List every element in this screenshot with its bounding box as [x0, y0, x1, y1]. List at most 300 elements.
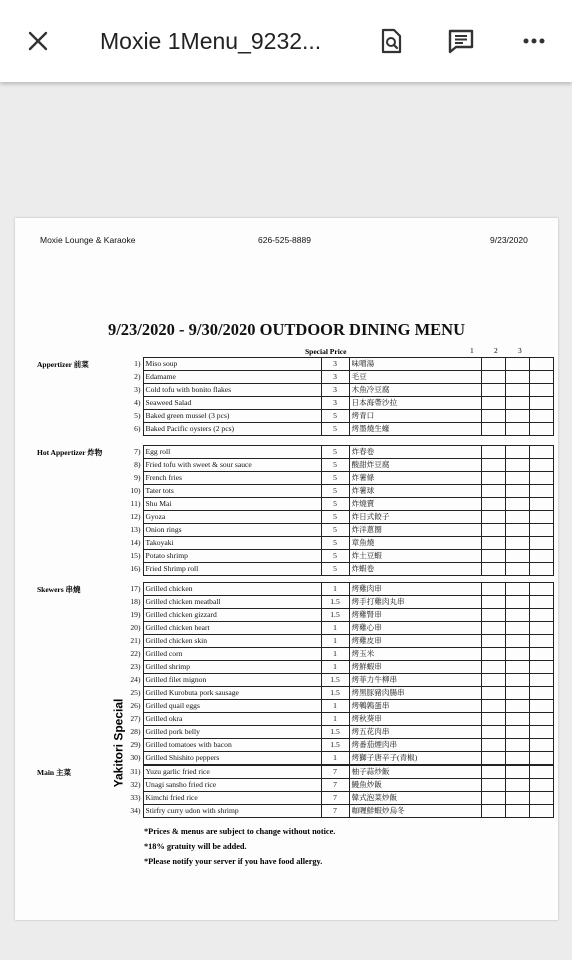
- quantity-cell[interactable]: [505, 596, 529, 609]
- item-chinese-name: 木魚冷豆腐: [349, 384, 481, 397]
- menu-row: [125, 713, 553, 726]
- quantity-cell[interactable]: [529, 472, 553, 485]
- menu-table: [125, 765, 554, 818]
- comment-icon: [447, 28, 475, 54]
- item-name: Unagi sansho fried rice: [143, 779, 321, 792]
- quantity-cell[interactable]: [481, 524, 505, 537]
- quantity-cell[interactable]: [505, 397, 529, 410]
- menu-row: [125, 622, 553, 635]
- item-name: French fries: [143, 472, 321, 485]
- item-price: 7: [321, 792, 349, 805]
- quantity-cell[interactable]: [529, 358, 553, 371]
- quantity-cell[interactable]: [481, 371, 505, 384]
- menu-row: [125, 524, 553, 537]
- item-chinese-name: 烤獅子唐辛子(青椒): [349, 752, 481, 765]
- item-name: Potato shrimp: [143, 550, 321, 563]
- item-chinese-name: 烤雞心串: [349, 622, 481, 635]
- menu-table: [125, 445, 554, 576]
- item-number: 16): [130, 564, 141, 573]
- item-name: Grilled chicken gizzard: [143, 609, 321, 622]
- item-price: 3: [321, 384, 349, 397]
- document-title: Moxie 1Menu_9232...: [100, 28, 322, 54]
- document-page[interactable]: [15, 218, 558, 920]
- menu-row: [125, 459, 553, 472]
- quantity-cell[interactable]: [529, 792, 553, 805]
- menu-row: [125, 700, 553, 713]
- item-price: 1: [321, 583, 349, 596]
- item-name: Onion rings: [143, 524, 321, 537]
- item-name: Stirfry curry udon with shrimp: [143, 805, 321, 818]
- column-2-label: 2: [494, 346, 498, 355]
- item-price: 1: [321, 661, 349, 674]
- quantity-cell[interactable]: [481, 583, 505, 596]
- item-price: 1.5: [321, 596, 349, 609]
- quantity-cell[interactable]: [481, 485, 505, 498]
- more-options-button[interactable]: [514, 21, 554, 61]
- item-chinese-name: 烤青口: [349, 410, 481, 423]
- item-price: 1: [321, 635, 349, 648]
- item-price: 5: [321, 537, 349, 550]
- quantity-cell[interactable]: [529, 687, 553, 700]
- quantity-cell[interactable]: [529, 805, 553, 818]
- item-chinese-name: 酸甜炸豆腐: [349, 459, 481, 472]
- quantity-cell[interactable]: [505, 472, 529, 485]
- item-chinese-name: 韓式泡菜炒飯: [349, 792, 481, 805]
- quantity-cell[interactable]: [481, 423, 505, 436]
- menu-row: [125, 423, 553, 436]
- quantity-cell[interactable]: [505, 779, 529, 792]
- quantity-cell[interactable]: [481, 648, 505, 661]
- item-name: Miso soup: [143, 358, 321, 371]
- header-restaurant-name: Moxie Lounge & Karaoke: [40, 235, 136, 245]
- quantity-cell[interactable]: [529, 423, 553, 436]
- quantity-cell[interactable]: [529, 397, 553, 410]
- quantity-cell[interactable]: [505, 766, 529, 779]
- item-number: 18): [130, 597, 141, 606]
- item-name: Grilled chicken meatball: [143, 596, 321, 609]
- quantity-cell[interactable]: [505, 524, 529, 537]
- item-name: Yuzu garlic fried rice: [143, 766, 321, 779]
- quantity-cell[interactable]: [481, 752, 505, 765]
- item-number: 11): [130, 499, 141, 508]
- quantity-cell[interactable]: [481, 726, 505, 739]
- note-allergy: *Please notify your server if you have food allergy.: [144, 857, 323, 866]
- item-number: 3): [134, 385, 141, 394]
- item-price: 5: [321, 550, 349, 563]
- quantity-cell[interactable]: [481, 674, 505, 687]
- item-chinese-name: 烤秋葵串: [349, 713, 481, 726]
- item-name: Cold tofu with bonito flakes: [143, 384, 321, 397]
- menu-row: [125, 410, 553, 423]
- quantity-cell[interactable]: [529, 485, 553, 498]
- item-price: 1.5: [321, 739, 349, 752]
- item-price: 1.5: [321, 726, 349, 739]
- item-price: 5: [321, 485, 349, 498]
- quantity-cell[interactable]: [529, 596, 553, 609]
- item-price: 1: [321, 752, 349, 765]
- item-chinese-name: 章魚燒: [349, 537, 481, 550]
- quantity-cell[interactable]: [529, 537, 553, 550]
- item-chinese-name: 炸春卷: [349, 446, 481, 459]
- menu-row: [125, 766, 553, 779]
- quantity-cell[interactable]: [481, 766, 505, 779]
- item-chinese-name: 毛豆: [349, 371, 481, 384]
- menu-row: [125, 446, 553, 459]
- menu-row: [125, 648, 553, 661]
- item-number: 22): [130, 649, 141, 658]
- quantity-cell[interactable]: [481, 713, 505, 726]
- quantity-cell[interactable]: [529, 622, 553, 635]
- menu-row: [125, 792, 553, 805]
- quantity-cell[interactable]: [481, 596, 505, 609]
- quantity-cell[interactable]: [505, 700, 529, 713]
- item-number: 24): [130, 675, 141, 684]
- section-label: Skewers 串燒: [37, 585, 81, 594]
- find-in-document-icon: [379, 28, 403, 54]
- menu-row: [125, 739, 553, 752]
- item-name: Fried Shrimp roll: [143, 563, 321, 576]
- quantity-cell[interactable]: [481, 635, 505, 648]
- section-label: Hot Appertizer 炸物: [37, 448, 103, 457]
- item-price: 5: [321, 410, 349, 423]
- item-number: 34): [130, 806, 141, 815]
- menu-row: [125, 674, 553, 687]
- item-price: 7: [321, 766, 349, 779]
- quantity-cell[interactable]: [529, 459, 553, 472]
- quantity-cell[interactable]: [481, 687, 505, 700]
- close-button[interactable]: [18, 21, 58, 61]
- item-name: Grilled okra: [143, 713, 321, 726]
- quantity-cell[interactable]: [481, 397, 505, 410]
- quantity-cell[interactable]: [529, 511, 553, 524]
- item-number: 31): [130, 767, 141, 776]
- item-name: Shu Mai: [143, 498, 321, 511]
- menu-row: [125, 485, 553, 498]
- quantity-cell[interactable]: [481, 384, 505, 397]
- item-number: 6): [134, 424, 141, 433]
- item-name: Grilled Shishito peppers: [143, 752, 321, 765]
- quantity-cell[interactable]: [529, 410, 553, 423]
- item-price: 3: [321, 371, 349, 384]
- note-price-change: *Prices & menus are subject to change without notice.: [144, 827, 336, 836]
- quantity-cell[interactable]: [505, 635, 529, 648]
- quantity-cell[interactable]: [481, 779, 505, 792]
- menu-table: [125, 582, 554, 765]
- quantity-cell[interactable]: [529, 726, 553, 739]
- quantity-cell[interactable]: [505, 739, 529, 752]
- item-price: 5: [321, 459, 349, 472]
- header-phone: 626-525-8889: [258, 235, 311, 245]
- item-chinese-name: 烤墨燒生蠔: [349, 423, 481, 436]
- item-number: 9): [134, 473, 141, 482]
- quantity-cell[interactable]: [505, 583, 529, 596]
- column-1-label: 1: [470, 346, 474, 355]
- item-number: 17): [130, 584, 141, 593]
- quantity-cell[interactable]: [529, 583, 553, 596]
- quantity-cell[interactable]: [505, 805, 529, 818]
- menu-row: [125, 805, 553, 818]
- menu-title: 9/23/2020 - 9/30/2020 OUTDOOR DINING MENU: [107, 320, 466, 339]
- item-name: Baked Pacific oysters (2 pcs): [143, 423, 321, 436]
- item-name: Fried tofu with sweet & sour sauce: [143, 459, 321, 472]
- quantity-cell[interactable]: [529, 635, 553, 648]
- quantity-cell[interactable]: [481, 472, 505, 485]
- quantity-cell[interactable]: [529, 524, 553, 537]
- menu-row: [125, 583, 553, 596]
- column-3-label: 3: [518, 346, 522, 355]
- quantity-cell[interactable]: [505, 550, 529, 563]
- menu-row: [125, 511, 553, 524]
- quantity-cell[interactable]: [481, 792, 505, 805]
- item-chinese-name: 鰻魚炒飯: [349, 779, 481, 792]
- quantity-cell[interactable]: [505, 674, 529, 687]
- quantity-cell[interactable]: [481, 661, 505, 674]
- menu-row: [125, 687, 553, 700]
- item-number: 7): [134, 447, 141, 456]
- menu-table: [125, 357, 554, 436]
- item-name: Baked green mussel (3 pcs): [143, 410, 321, 423]
- find-in-document-button[interactable]: [371, 21, 411, 61]
- item-name: Grilled chicken: [143, 583, 321, 596]
- menu-row: [125, 358, 553, 371]
- quantity-cell[interactable]: [481, 700, 505, 713]
- quantity-cell[interactable]: [505, 563, 529, 576]
- item-number: 32): [130, 780, 141, 789]
- item-price: 5: [321, 423, 349, 436]
- quantity-cell[interactable]: [505, 661, 529, 674]
- item-name: Grilled chicken heart: [143, 622, 321, 635]
- item-number: 30): [130, 753, 141, 762]
- item-price: 1: [321, 622, 349, 635]
- quantity-cell[interactable]: [481, 410, 505, 423]
- menu-row: [125, 609, 553, 622]
- quantity-cell[interactable]: [529, 446, 553, 459]
- menu-row: [125, 384, 553, 397]
- quantity-cell[interactable]: [529, 563, 553, 576]
- quantity-cell[interactable]: [481, 739, 505, 752]
- item-number: 20): [130, 623, 141, 632]
- quantity-cell[interactable]: [529, 609, 553, 622]
- quantity-cell[interactable]: [481, 358, 505, 371]
- item-price: 1: [321, 700, 349, 713]
- item-price: 3: [321, 397, 349, 410]
- item-price: 5: [321, 498, 349, 511]
- menu-row: [125, 596, 553, 609]
- quantity-cell[interactable]: [529, 550, 553, 563]
- item-chinese-name: 日本海帶沙拉: [349, 397, 481, 410]
- quantity-cell[interactable]: [505, 648, 529, 661]
- menu-notes: [144, 824, 335, 869]
- menu-row: [125, 779, 553, 792]
- quantity-cell[interactable]: [505, 687, 529, 700]
- item-number: 12): [130, 512, 141, 521]
- quantity-cell[interactable]: [529, 674, 553, 687]
- item-chinese-name: 咖喱鮮蝦炒烏冬: [349, 805, 481, 818]
- quantity-cell[interactable]: [505, 537, 529, 550]
- item-number: 33): [130, 793, 141, 802]
- item-number: 23): [130, 662, 141, 671]
- item-number: 4): [134, 398, 141, 407]
- quantity-cell[interactable]: [529, 779, 553, 792]
- item-number: 15): [130, 551, 141, 560]
- item-price: 1: [321, 713, 349, 726]
- quantity-cell[interactable]: [481, 498, 505, 511]
- quantity-cell[interactable]: [529, 739, 553, 752]
- menu-row: [125, 472, 553, 485]
- item-chinese-name: 炸土豆蝦: [349, 550, 481, 563]
- item-price: 5: [321, 446, 349, 459]
- item-number: 19): [130, 610, 141, 619]
- quantity-cell[interactable]: [481, 609, 505, 622]
- item-name: Tater tots: [143, 485, 321, 498]
- item-chinese-name: 烤鵪鶉蛋串: [349, 700, 481, 713]
- item-price: 1.5: [321, 674, 349, 687]
- menu-row: [125, 498, 553, 511]
- quantity-cell[interactable]: [529, 766, 553, 779]
- note-gratuity: *18% gratuity will be added.: [144, 842, 247, 851]
- item-chinese-name: 烤玉米: [349, 648, 481, 661]
- item-name: Seaweed Salad: [143, 397, 321, 410]
- menu-row: [125, 563, 553, 576]
- quantity-cell[interactable]: [529, 661, 553, 674]
- menu-row: [125, 635, 553, 648]
- item-chinese-name: 炸蝦卷: [349, 563, 481, 576]
- quantity-cell[interactable]: [481, 446, 505, 459]
- item-name: Grilled tomatoes with bacon: [143, 739, 321, 752]
- item-price: 7: [321, 805, 349, 818]
- section-label: Appertizer 前菜: [37, 360, 89, 369]
- quantity-cell[interactable]: [505, 384, 529, 397]
- more-vert-icon: [522, 37, 546, 45]
- item-chinese-name: 烤黑豚豬肉腸串: [349, 687, 481, 700]
- item-name: Grilled shrimp: [143, 661, 321, 674]
- quantity-cell[interactable]: [481, 511, 505, 524]
- quantity-cell[interactable]: [505, 609, 529, 622]
- menu-row: [125, 537, 553, 550]
- quantity-cell[interactable]: [505, 792, 529, 805]
- item-chinese-name: 烤雞肉串: [349, 583, 481, 596]
- item-price: 5: [321, 524, 349, 537]
- comments-button[interactable]: [441, 21, 481, 61]
- quantity-cell[interactable]: [529, 700, 553, 713]
- item-chinese-name: 炸薯條: [349, 472, 481, 485]
- menu-row: [125, 371, 553, 384]
- quantity-cell[interactable]: [529, 648, 553, 661]
- quantity-cell[interactable]: [529, 752, 553, 765]
- item-number: 2): [134, 372, 141, 381]
- item-chinese-name: 炸日式餃子: [349, 511, 481, 524]
- item-price: 1.5: [321, 687, 349, 700]
- item-number: 10): [130, 486, 141, 495]
- quantity-cell[interactable]: [505, 752, 529, 765]
- close-icon: [27, 30, 49, 52]
- quantity-cell[interactable]: [481, 563, 505, 576]
- item-price: 5: [321, 472, 349, 485]
- item-chinese-name: 炸洋蔥圈: [349, 524, 481, 537]
- item-name: Kimchi fried rice: [143, 792, 321, 805]
- quantity-cell[interactable]: [505, 511, 529, 524]
- item-number: 1): [134, 359, 141, 368]
- item-number: 25): [130, 688, 141, 697]
- quantity-cell[interactable]: [481, 622, 505, 635]
- quantity-cell[interactable]: [505, 622, 529, 635]
- item-chinese-name: 柚子蒜炒飯: [349, 766, 481, 779]
- item-name: Egg roll: [143, 446, 321, 459]
- item-chinese-name: 烤雞皮串: [349, 635, 481, 648]
- quantity-cell[interactable]: [505, 423, 529, 436]
- section-label: Main 主菜: [37, 768, 71, 777]
- item-number: 13): [130, 525, 141, 534]
- menu-row: [125, 661, 553, 674]
- quantity-cell[interactable]: [505, 446, 529, 459]
- quantity-cell[interactable]: [505, 498, 529, 511]
- item-number: 26): [130, 701, 141, 710]
- item-price: 3: [321, 358, 349, 371]
- item-number: 29): [130, 740, 141, 749]
- item-chinese-name: 烤雞腎串: [349, 609, 481, 622]
- item-chinese-name: 烤菲力牛柳串: [349, 674, 481, 687]
- item-name: Grilled corn: [143, 648, 321, 661]
- item-chinese-name: 烤五花肉串: [349, 726, 481, 739]
- item-price: 5: [321, 563, 349, 576]
- quantity-cell[interactable]: [481, 459, 505, 472]
- item-price: 7: [321, 779, 349, 792]
- item-name: Grilled chicken skin: [143, 635, 321, 648]
- item-price: 5: [321, 511, 349, 524]
- item-name: Edamame: [143, 371, 321, 384]
- quantity-cell[interactable]: [505, 485, 529, 498]
- item-number: 14): [130, 538, 141, 547]
- quantity-cell[interactable]: [481, 537, 505, 550]
- item-chinese-name: 味噌湯: [349, 358, 481, 371]
- quantity-cell[interactable]: [505, 358, 529, 371]
- item-number: 21): [130, 636, 141, 645]
- quantity-cell[interactable]: [505, 459, 529, 472]
- header-date: 9/23/2020: [490, 235, 528, 245]
- item-number: 27): [130, 714, 141, 723]
- item-name: Gyoza: [143, 511, 321, 524]
- item-price: 1.5: [321, 609, 349, 622]
- quantity-cell[interactable]: [481, 550, 505, 563]
- quantity-cell[interactable]: [529, 713, 553, 726]
- quantity-cell[interactable]: [505, 726, 529, 739]
- item-name: Takoyaki: [143, 537, 321, 550]
- quantity-cell[interactable]: [481, 805, 505, 818]
- menu-row: [125, 726, 553, 739]
- quantity-cell[interactable]: [505, 410, 529, 423]
- menu-row: [125, 397, 553, 410]
- quantity-cell[interactable]: [505, 713, 529, 726]
- item-number: 28): [130, 727, 141, 736]
- quantity-cell[interactable]: [505, 371, 529, 384]
- item-number: 8): [134, 460, 141, 469]
- item-chinese-name: 烤鮮蝦串: [349, 661, 481, 674]
- quantity-cell[interactable]: [529, 371, 553, 384]
- item-chinese-name: 炸燒賣: [349, 498, 481, 511]
- special-price-label: Special Price: [305, 347, 347, 356]
- item-chinese-name: 烤手打雞肉丸串: [349, 596, 481, 609]
- item-name: Grilled quail eggs: [143, 700, 321, 713]
- yakitori-special-label: Yakitori Special: [111, 698, 125, 788]
- item-name: Grilled Kurobuta pork sausage: [143, 687, 321, 700]
- quantity-cell[interactable]: [529, 384, 553, 397]
- quantity-cell[interactable]: [529, 498, 553, 511]
- item-number: 5): [134, 411, 141, 420]
- item-chinese-name: 烤番茄煙肉串: [349, 739, 481, 752]
- menu-row: [125, 550, 553, 563]
- item-name: Grilled filet mignon: [143, 674, 321, 687]
- item-chinese-name: 炸薯球: [349, 485, 481, 498]
